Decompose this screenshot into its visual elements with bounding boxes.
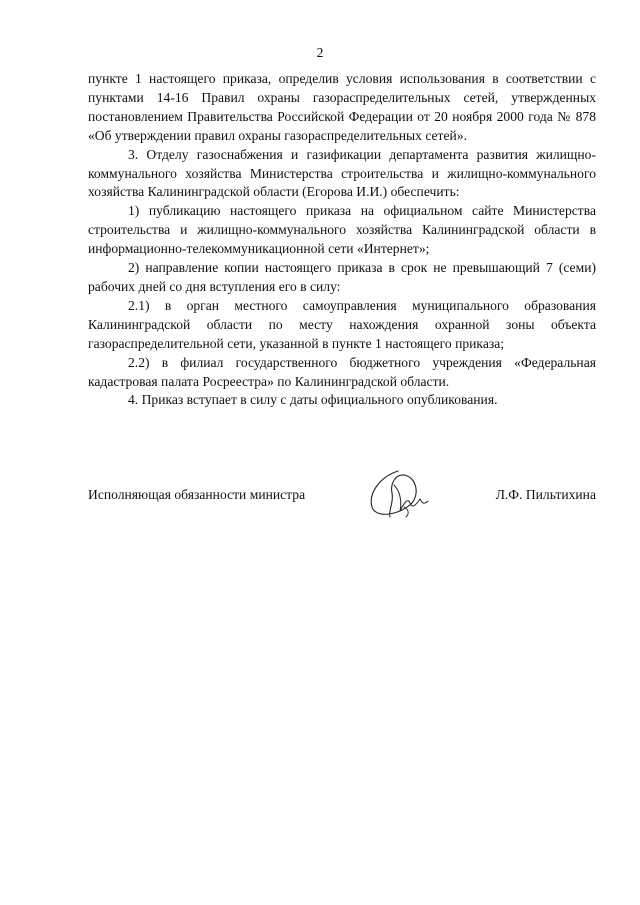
paragraph-item-4: 4. Приказ вступает в силу с даты официального опубликования. xyxy=(128,392,498,408)
page-number: 2 xyxy=(316,45,324,60)
signature-block xyxy=(88,487,596,507)
paragraph-item-2-1: 2.1) в орган местного самоуправления муниципального образования Калининградской области по месту нахождения охранной зоны объекта газораспределительной сети, указанной в пункте 1 настоящего приказа; xyxy=(88,297,596,351)
signatory-position: Исполняющая обязанности министра xyxy=(88,487,306,502)
signatory-name: Л.Ф. Пильтихина xyxy=(495,487,596,502)
paragraph-item-3-1: 1) публикацию настоящего приказа на официальном сайте Министерства строительства и жилищно-коммунального хозяйства Калининградской области в информационно-телекоммуникационной сети «Интернет»; xyxy=(88,203,596,257)
handwritten-signature-icon xyxy=(360,463,440,523)
paragraph-item-3-2: 2) направление копии настоящего приказа в срок не превышающий 7 (семи) рабочих дней со дня вступления его в силу: xyxy=(88,260,596,294)
paragraph-item-3: 3. Отделу газоснабжения и газификации департамента развития жилищно-коммунального хозяйства Министерства строительства и жилищно-коммунального хозяйства Калининградской области (Егорова И.И.) обеспечить: xyxy=(88,146,596,200)
paragraph-item-2-2: 2.2) в филиал государственного бюджетного учреждения «Федеральная кадастровая палата Росреестра» по Калининградской области. xyxy=(88,354,596,389)
paragraph-continuation: пункте 1 настоящего приказа, определив условия использования в соответствии с пунктами 14-16 Правил охраны газораспределительных сетей, утвержденных постановлением Правительства Российской Федерации от 20 ноября 2000 года № 878 «Об утверждении правил охраны газораспределительных сетей». xyxy=(88,71,596,143)
document-body xyxy=(88,70,596,410)
